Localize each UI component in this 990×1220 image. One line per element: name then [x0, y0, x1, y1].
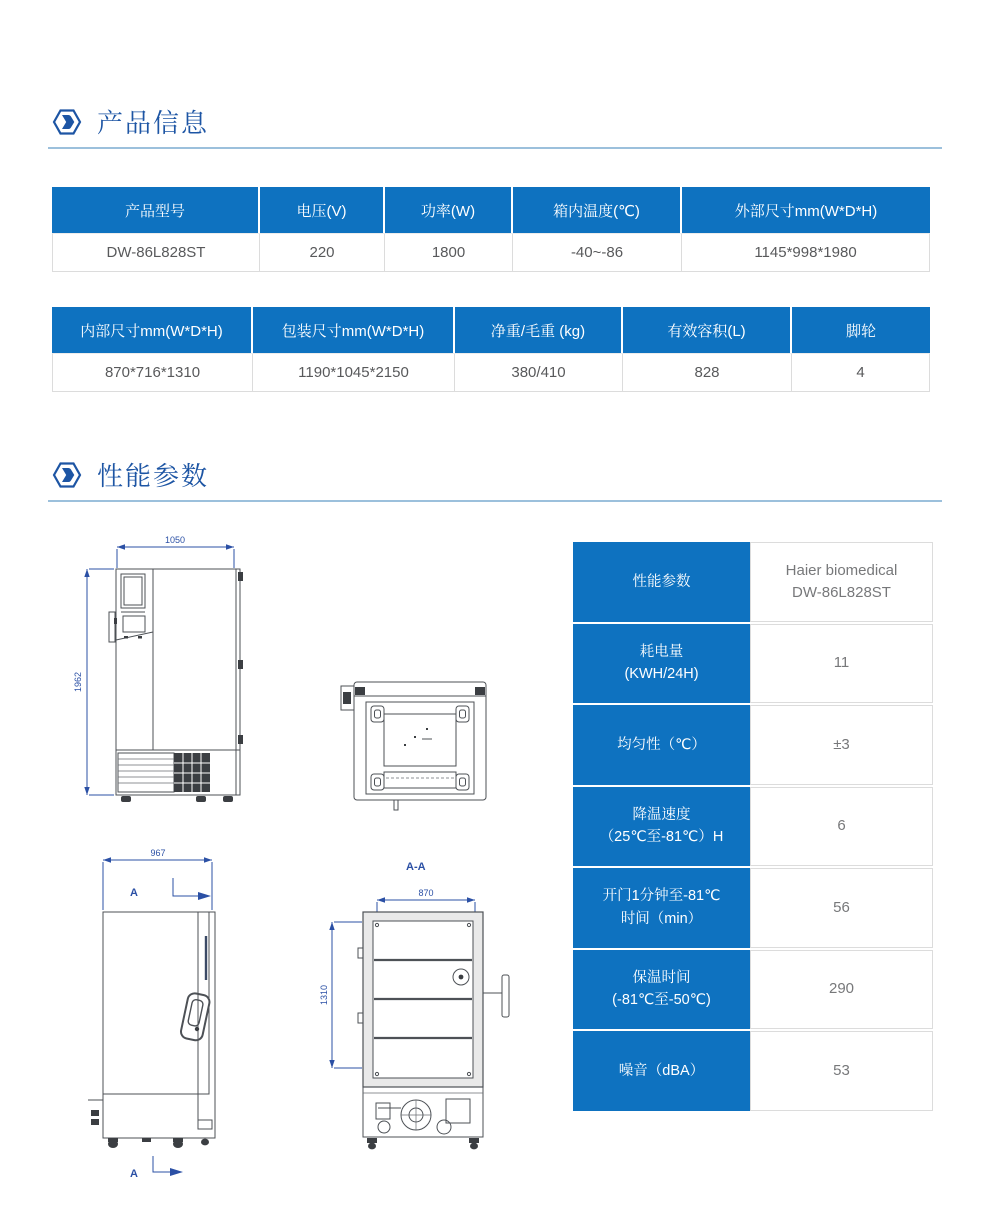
product-spec-table-2 — [52, 307, 930, 392]
perf-label-cell: 性能参数 — [573, 542, 750, 622]
perf-row-uniformity — [573, 705, 933, 785]
perf-label-cell: 降温速度 （25℃至-81℃）H — [573, 787, 750, 867]
section-divider — [48, 500, 942, 502]
table-cell-weight: 380/410 — [455, 354, 623, 391]
perf-value-cell: 11 — [750, 624, 933, 704]
section-divider — [48, 147, 942, 149]
perf-row-door-open-recovery — [573, 868, 933, 948]
table-value-row — [52, 233, 930, 272]
perf-value-cell: 56 — [750, 868, 933, 948]
table-cell-external-size: 1145*998*1980 — [754, 244, 857, 261]
section-marker-a-top: A — [130, 887, 138, 899]
column-header: 内部尺寸mm(W*D*H) — [52, 307, 253, 353]
table-cell-power: 1800 — [385, 234, 513, 271]
perf-value-cell: ±3 — [750, 705, 933, 785]
table-header-row — [52, 307, 930, 353]
table-cell-packing-size: 1190*1045*2150 — [253, 354, 455, 391]
perf-label-cell: 开门1分钟至-81℃ 时间（min） — [573, 868, 750, 948]
section-title: 性能参数 — [97, 461, 210, 491]
dimension-height-label: 1310 — [319, 984, 329, 1006]
perf-label-cell: 耗电量 (KWH/24H) — [573, 624, 750, 704]
column-header: 功率(W) — [385, 187, 513, 233]
side-view-drawing — [78, 848, 238, 1198]
dimension-width-label: 870 — [418, 888, 434, 898]
perf-value-cell: Haier biomedical DW-86L828ST — [750, 542, 933, 622]
table-cell-model: DW-86L828ST — [53, 234, 260, 271]
table-header-row — [52, 187, 930, 233]
hexagon-arrow-icon — [52, 106, 82, 138]
perf-label-cell: 噪音（dBA） — [573, 1031, 750, 1111]
perf-label-cell: 保温时间 (-81℃至-50℃) — [573, 950, 750, 1030]
front-view-drawing — [58, 532, 258, 822]
product-info-section-header — [52, 103, 209, 140]
perf-value-cell: 290 — [750, 950, 933, 1030]
top-view-drawing — [338, 666, 503, 816]
dimension-width-label: 967 — [150, 848, 166, 858]
dimension-height-label: 1962 — [73, 671, 83, 693]
perf-value-cell: 6 — [750, 787, 933, 867]
page-title: 产品信息 — [97, 108, 210, 138]
performance-table — [573, 542, 933, 1111]
section-view-title: A-A — [406, 861, 426, 873]
column-header: 脚轮 — [792, 307, 930, 353]
table-cell-volume: 828 — [623, 354, 792, 391]
perf-row-power-consumption — [573, 624, 933, 704]
perf-row-cooldown-speed — [573, 787, 933, 867]
dimension-width-label: 1050 — [164, 535, 186, 545]
column-header: 净重/毛重 (kg) — [455, 307, 623, 353]
section-aa-drawing — [318, 853, 518, 1158]
table-cell-internal-size: 870*716*1310 — [53, 354, 253, 391]
column-header: 外部尺寸mm(W*D*H) — [682, 187, 930, 233]
section-marker-a-bottom: A — [130, 1168, 138, 1180]
column-header: 产品型号 — [52, 187, 260, 233]
perf-label-cell: 均匀性（℃） — [573, 705, 750, 785]
table-cell-temperature: -40~-86 — [513, 234, 682, 271]
table-value-row — [52, 353, 930, 392]
table-cell-casters: 4 — [856, 364, 865, 381]
column-header: 电压(V) — [260, 187, 385, 233]
performance-section-header — [52, 456, 209, 493]
column-header: 箱内温度(℃) — [513, 187, 682, 233]
hexagon-arrow-icon — [52, 459, 82, 491]
perf-row-warming-time — [573, 950, 933, 1030]
perf-row-noise — [573, 1031, 933, 1111]
perf-value-cell: 53 — [750, 1031, 933, 1111]
perf-row-header — [573, 542, 933, 622]
table-cell-voltage: 220 — [260, 234, 385, 271]
column-header: 包装尺寸mm(W*D*H) — [253, 307, 455, 353]
product-spec-table-1 — [52, 187, 930, 272]
column-header: 有效容积(L) — [623, 307, 792, 353]
